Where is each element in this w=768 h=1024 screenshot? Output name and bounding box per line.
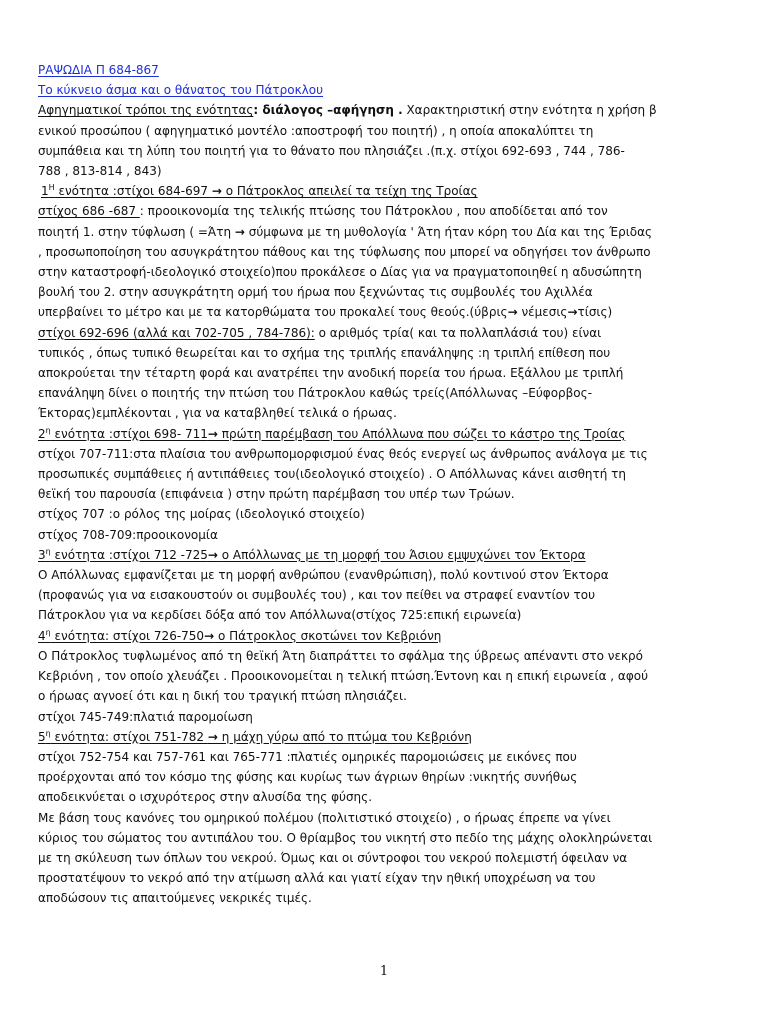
unit4-line-1: Ο Πάτροκλος τυφλωμένος από τη θεϊκή Άτη διαπράττει το σφάλμα της ύβρεως απέναντι στο νεκρό <box>38 648 643 663</box>
unit2-line-1: στίχοι 707-711:στα πλαίσια του ανθρωπομορφισμού ένας θεός ενεργεί ως άνθρωπος ανάλογα με τις <box>38 446 648 461</box>
unit3-heading: $3^\eta$ ενότητα :στίχοι 712 -725→ ο Απόλλωνας με τη μορφή του Άσιου εμψυχώνει τον Έκτορα <box>38 546 586 562</box>
intro-text: Χαρακτηριστική στην ενότητα η χρήση β <box>402 103 657 118</box>
p1-line-1: στίχος 686 -687 : προοικονομία της τελικής πτώσης του Πάτροκλου , που αποδίδεται από τον <box>38 204 608 219</box>
unit2-line-5: στίχος 708-709:προοικονομία <box>38 527 218 542</box>
unit5-line-5: κύριος του σώματος του αντιπάλου του. Ο θρίαμβος του νικητή στο πεδίο της μάχης ολοκληρώνεται <box>38 830 653 845</box>
unit2-line-4: στίχος 707 :ο ρόλος της μοίρας (ιδεολογικό στοιχείο) <box>38 507 365 522</box>
unit5-line-7: προστατέψουν το νεκρό από την ατίμωση αλλά και γιατί είχαν την ηθική υποχρέωση να του <box>38 871 596 886</box>
intro-line-2: ενικού προσώπου ( αφηγηματικό μοντέλο :αποστροφή του ποιητή) , η οποία αποκαλύπτει τη <box>38 123 594 138</box>
document-subtitle: Το κύκνειο άσμα και ο θάνατος του Πάτροκλου <box>38 83 324 98</box>
p1-line-3: , προσωποποίηση του ασυγκράτητου πάθους και της τύφλωσης που μπορεί να οδηγήσει τον άνθρωπο <box>38 244 651 259</box>
right-arrow-icon: → <box>207 426 218 441</box>
unit3-line-3: Πάτροκλου για να κερδίσει δόξα από τον Απόλλωνα(στίχος 725:επική ειρωνεία) <box>38 608 522 623</box>
p2-line-5: Έκτορας)εμπλέκονται , για να καταβληθεί τελικά ο ήρωας. <box>38 406 397 421</box>
unit5-line-6: με τη σκύλευση των όπλων του νεκρού. Όμως και οι σύντροφοι του νεκρού πολεμιστή όφειλαν να <box>38 850 628 865</box>
intro-label: Αφηγηματικοί τρόποι της ενότητας <box>38 103 254 118</box>
unit5-heading: $5^\eta$ ενότητα: στίχοι 751-782 → η μάχη γύρω από το πτώμα του Κεβριόνη <box>38 728 472 744</box>
right-arrow-icon: → <box>507 305 518 320</box>
intro-line-3: συμπάθεια και τη λύπη του ποιητή για το θάνατο που πλησιάζει .(π.χ. στίχοι 692-693 , 744 , 786- <box>38 143 625 158</box>
intro-modes: διάλογος –αφήγηση . <box>262 103 403 118</box>
unit3-line-2: (προφανώς για να εισακουστούν οι συμβουλές του) , και τον πείθει να στραφεί εναντίον του <box>38 588 596 603</box>
p1-line-4: στην καταστροφή-ιδεολογικό στοιχείο)που προκάλεσε ο Δίας για να πραγματοποιηθεί η αδυσώπητη <box>38 265 642 280</box>
p2-line-2: τυπικός , όπως τυπικό θεωρείται και το σχήμα της τριπλής επανάληψης :η τριπλή επίθεση που <box>38 345 611 360</box>
unit4-heading: $4^\eta$ ενότητα: στίχοι 726-750→ ο Πάτροκλος σκοτώνει τον Κεβριόνη <box>38 627 442 643</box>
p2-line-3: αποκρούεται την τέταρτη φορά και ανατρέπει την ανοδική πορεία του ήρωα. Εξάλλου με τριπλή <box>38 366 624 381</box>
unit4-line-2: Κεβριόνη , τον οποίο χλευάζει . Προοικονομείται η τελική πτώση.Έντονη και η επική ειρωνεία , αφού <box>38 669 649 684</box>
intro-colon: : <box>253 103 263 118</box>
right-arrow-icon: → <box>211 184 222 199</box>
document-page <box>38 60 738 909</box>
unit5-line-2: προέρχονται από τον κόσμο της φύσης και κυρίως των άγριων θηρίων :νικητής συνήθως <box>38 770 578 785</box>
intro-line-1 <box>38 100 738 120</box>
unit5-line-8: αποδώσουν τις απαιτούμενες νεκρικές τιμές. <box>38 891 312 906</box>
p1-line-2: ποιητή 1. στην τύφλωση ( =Άτη → σύμφωνα με τη μυθολογία ' Άτη ήταν κόρη του Δία και της Έριδας <box>38 224 653 239</box>
unit5-line-1: στίχοι 752-754 και 757-761 και 765-771 :πλατιές ομηρικές παρομοιώσεις με εικόνες που <box>38 749 577 764</box>
unit5-line-3: αποδεικνύεται ο ισχυρότερος στην αλυσίδα της φύσης. <box>38 790 373 805</box>
unit4-line-3: ο ήρωας αγνοεί ότι και η δική του τραγική πτώση πλησιάζει. <box>38 689 407 704</box>
unit5-line-4: Με βάση τους κανόνες του ομηρικού πολέμου (πολιτιστικό στοιχείο) , ο ήρωας έπρεπε να γίνει <box>38 810 611 825</box>
p2-line-1: στίχοι 692-696 (αλλά και 702-705 , 784-786): ο αριθμός τρία( και τα πολλαπλάσιά του) είναι <box>38 325 602 340</box>
right-arrow-icon: → <box>204 628 215 643</box>
p2-ref: στίχοι 692-696 (αλλά και 702-705 , 784-786): <box>38 325 315 340</box>
unit4-line-4: στίχοι 745-749:πλατιά παρομοίωση <box>38 709 253 724</box>
unit1-heading: $1^H$ ενότητα :στίχοι 684-697 → ο Πάτροκλος απειλεί τα τείχη της Τροίας <box>41 183 478 199</box>
unit2-heading: $2^\eta$ ενότητα :στίχοι 698- 711→ πρώτη παρέμβαση του Απόλλωνα που σώζει το κάστρο της Τροίας <box>38 425 626 441</box>
right-arrow-icon: → <box>207 729 218 744</box>
p1-line-6: υπερβαίνει το μέτρο και με τα κατορθώματα του προκαλεί τους θεούς.(ύβρις→ νέμεσις→τίσις) <box>38 305 613 320</box>
right-arrow-icon: → <box>234 224 245 239</box>
unit2-line-3: θεϊκή του παρουσία (επιφάνεια ) στην πρώτη παρέμβαση του υπέρ των Τρώων. <box>38 487 515 502</box>
document-title: ΡΑΨΩΔΙΑ Π 684-867 <box>38 63 159 77</box>
p2-line-4: επανάληψη δίνει ο ποιητής την πτώση του Πάτροκλου καθώς τρείς(Απόλλωνας –Εύφορβος- <box>38 386 593 401</box>
right-arrow-icon: → <box>567 305 578 320</box>
right-arrow-icon: → <box>207 547 218 562</box>
p1-line-5: βουλή του 2. στην ασυγκράτητη ορμή του ήρωα που ξεχνώντας τις συμβουλές του Αχιλλέα <box>38 285 593 300</box>
unit3-line-1: Ο Απόλλωνας εμφανίζεται με τη μορφή ανθρώπου (ενανθρώπιση), πολύ κοντινού στον Έκτορα <box>38 568 609 583</box>
unit2-line-2: προσωπικές συμπάθειες ή αντιπάθειες του(ιδεολογικό στοιχείο) . Ο Απόλλωνας κάνει αισθητή τη <box>38 467 627 482</box>
p1-ref: στίχος 686 -687 <box>38 204 140 219</box>
page-number: 1 <box>379 964 389 979</box>
intro-line-4: 788 , 813-814 , 843) <box>38 164 162 179</box>
